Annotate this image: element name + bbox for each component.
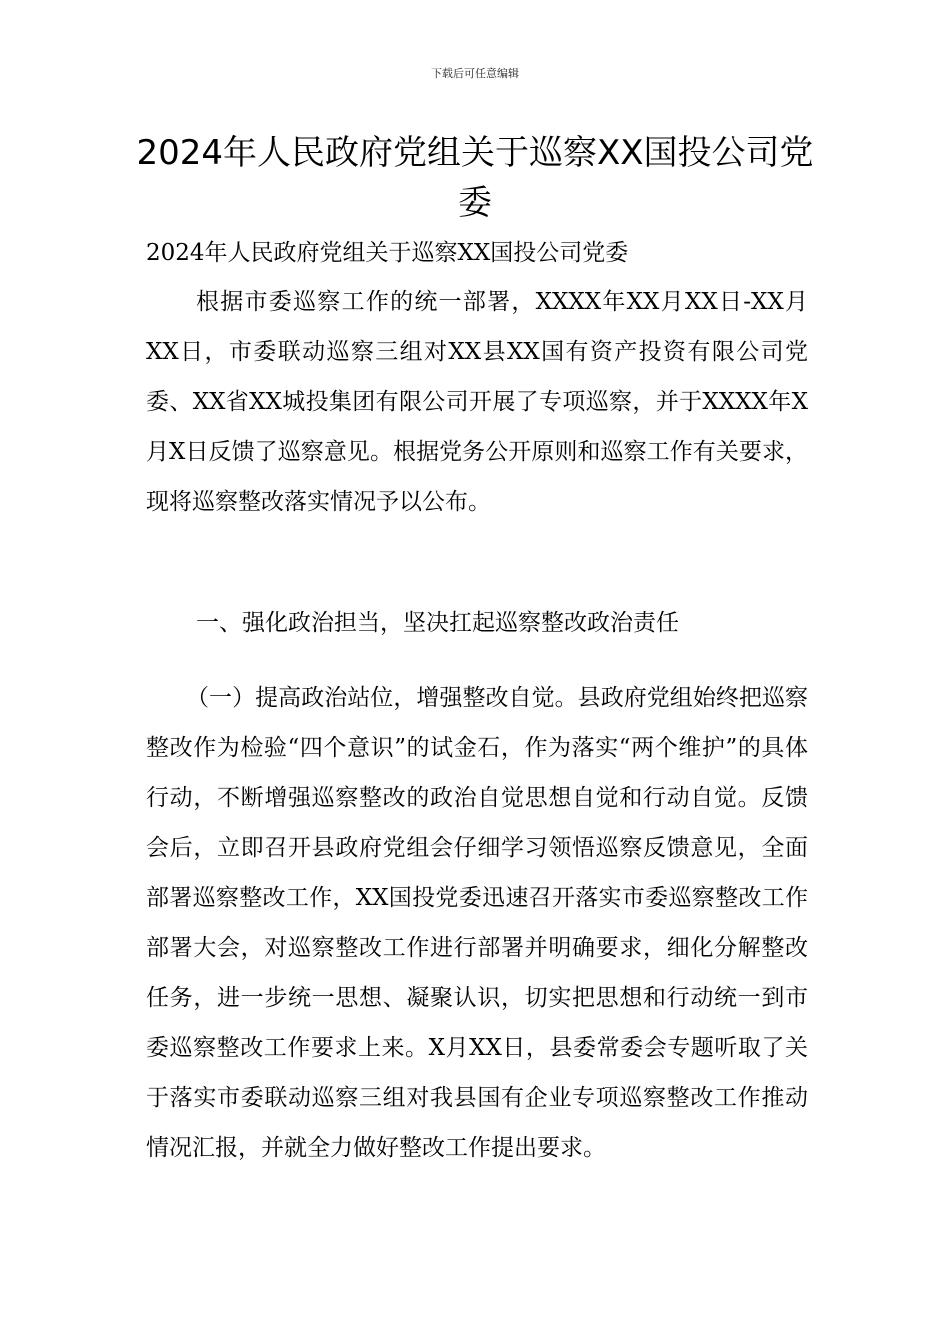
intro-paragraph: 根据市委巡察工作的统一部署，XXXX年XX月XX日-XX月XX日，市委联动巡察三组对XX县XX国有资产投资有限公司党委、XX省XX城投集团有限公司开展了专项巡察，并于XXXX年X月X日反馈了巡察意见。根据党务公开原则和巡察工作有关要求，现将巡察整改落实情况予以公布。 xyxy=(146,289,808,515)
document-title: 2024年人民政府党组关于巡察XX国投公司党委 xyxy=(136,133,814,223)
section-heading: 一、强化政治担当，坚决扛起巡察整改政治责任 xyxy=(196,610,679,636)
document-subtitle: 2024年人民政府党组关于巡察XX国投公司党委 xyxy=(146,240,629,266)
section-paragraph: （一）提高政治站位，增强整改自觉。县政府党组始终把巡察整改作为检验“四个意识”的试金石，作为落实“两个维护”的具体行动，不断增强巡察整改的政治自觉思想自觉和行动自觉。反馈会后，立即召开县政府党组会仔细学习领悟巡察反馈意见，全面部署巡察整改工作，XX国投党委迅速召开落实市委巡察整改工作部署大会，对巡察整改工作进行部署并明确要求，细化分解整改任务，进一步统一思想、凝聚认识，切实把思想和行动统一到市委巡察整改工作要求上来。X月XX日，县委常委会专题听取了关于落实市委联动巡察三组对我县国有企业专项巡察整改工作推动情况汇报，并就全力做好整改工作提出要求。 xyxy=(146,685,808,1161)
header-note: 下载后可任意编辑 xyxy=(431,67,519,80)
